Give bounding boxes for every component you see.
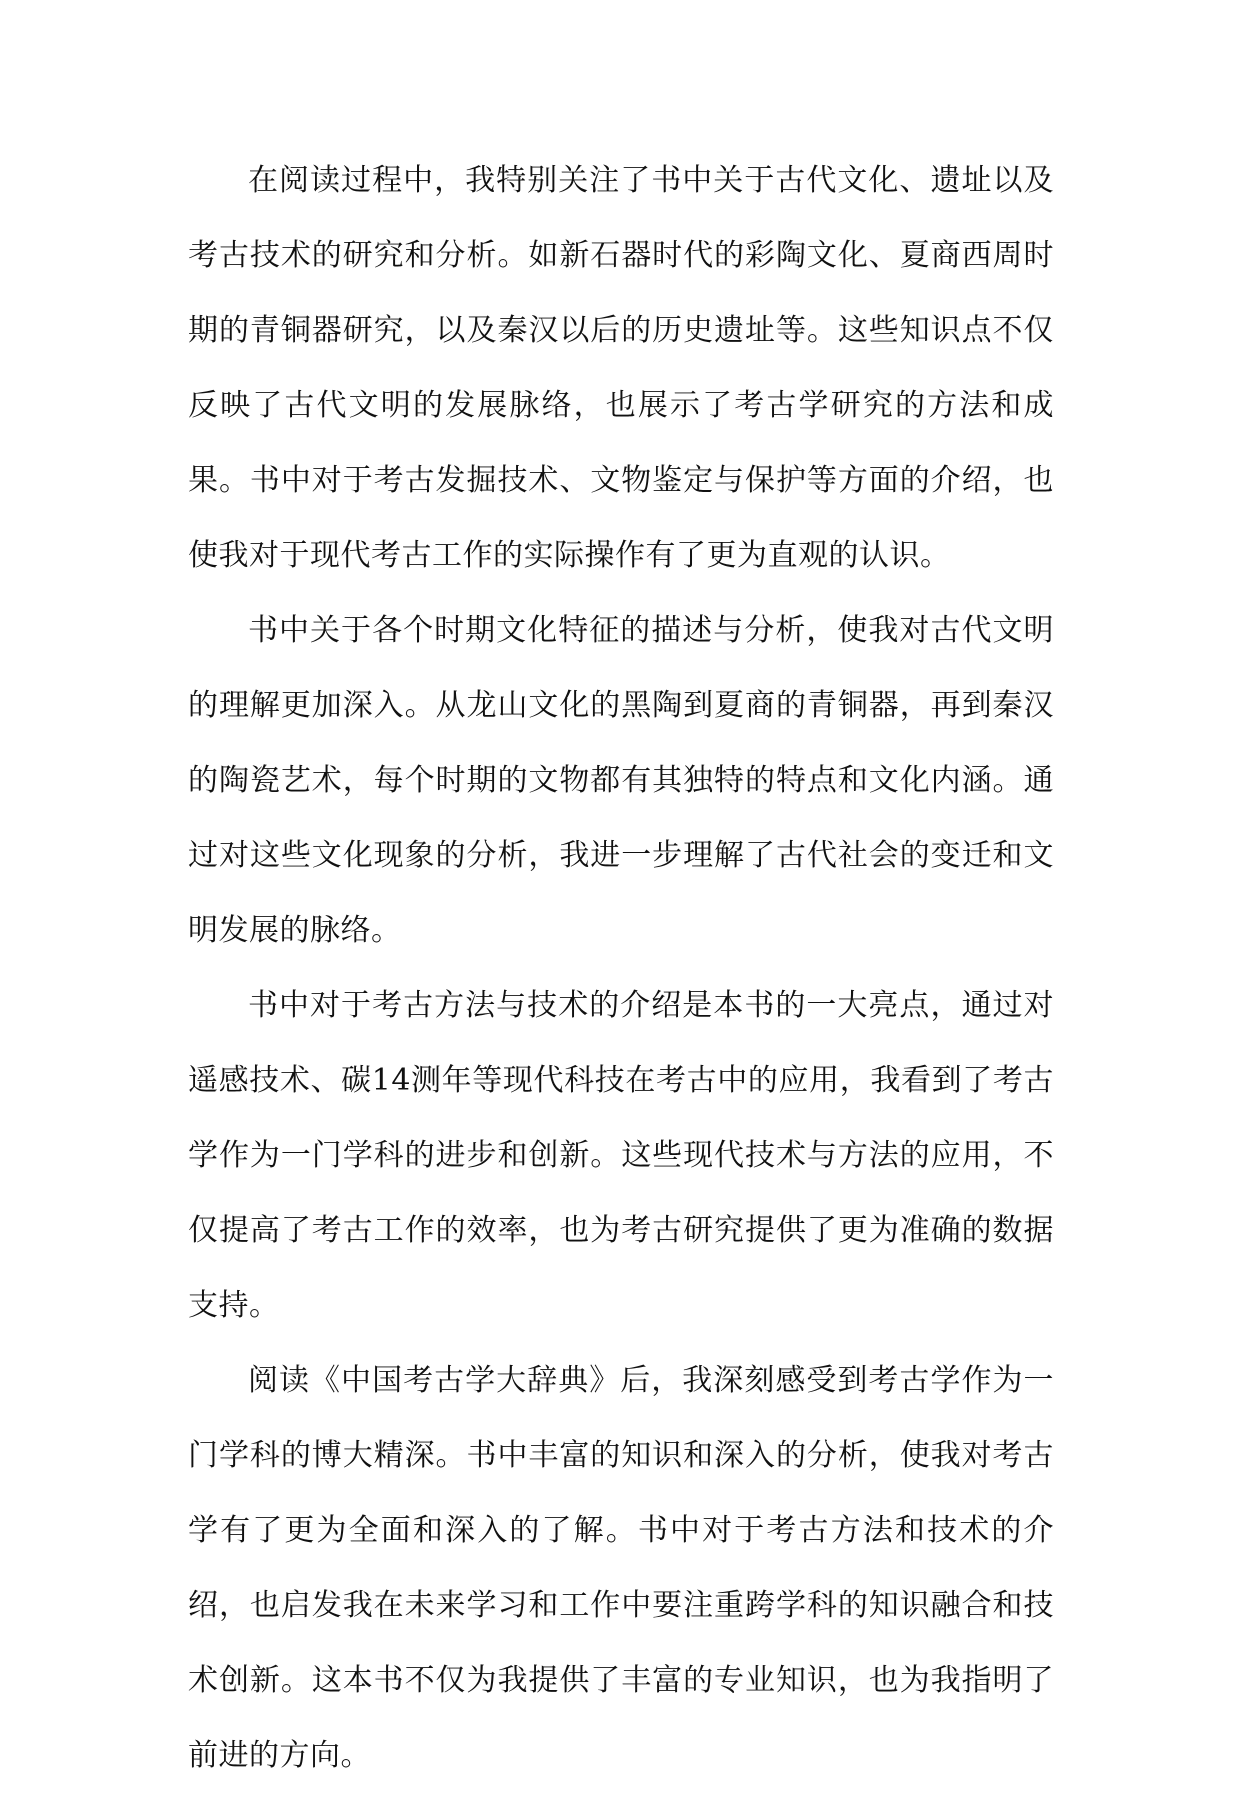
- body-text: [188, 143, 1054, 1793]
- paragraph-3: 书中对于考古方法与技术的介绍是本书的一大亮点，通过对遥感技术、碳14测年等现代科技在考古中的应用，我看到了考古学作为一门学科的进步和创新。这些现代技术与方法的应用，不仅提高了考古工作的效率，也为考古研究提供了更为准确的数据支持。: [188, 988, 1054, 1323]
- paragraph-4: 阅读《中国考古学大辞典》后，我深刻感受到考古学作为一门学科的博大精深。书中丰富的知识和深入的分析，使我对考古学有了更为全面和深入的了解。书中对于考古方法和技术的介绍，也启发我在未来学习和工作中要注重跨学科的知识融合和技术创新。这本书不仅为我提供了丰富的专业知识，也为我指明了前进的方向。: [188, 1363, 1054, 1773]
- paragraph-1: 在阅读过程中，我特别关注了书中关于古代文化、遗址以及考古技术的研究和分析。如新石器时代的彩陶文化、夏商西周时期的青铜器研究，以及秦汉以后的历史遗址等。这些知识点不仅反映了古代文明的发展脉络，也展示了考古学研究的方法和成果。书中对于考古发掘技术、文物鉴定与保护等方面的介绍，也使我对于现代考古工作的实际操作有了更为直观的认识。: [188, 163, 1054, 573]
- paragraph-2: 书中关于各个时期文化特征的描述与分析，使我对古代文明的理解更加深入。从龙山文化的黑陶到夏商的青铜器，再到秦汉的陶瓷艺术，每个时期的文物都有其独特的特点和文化内涵。通过对这些文化现象的分析，我进一步理解了古代社会的变迁和文明发展的脉络。: [188, 613, 1054, 948]
